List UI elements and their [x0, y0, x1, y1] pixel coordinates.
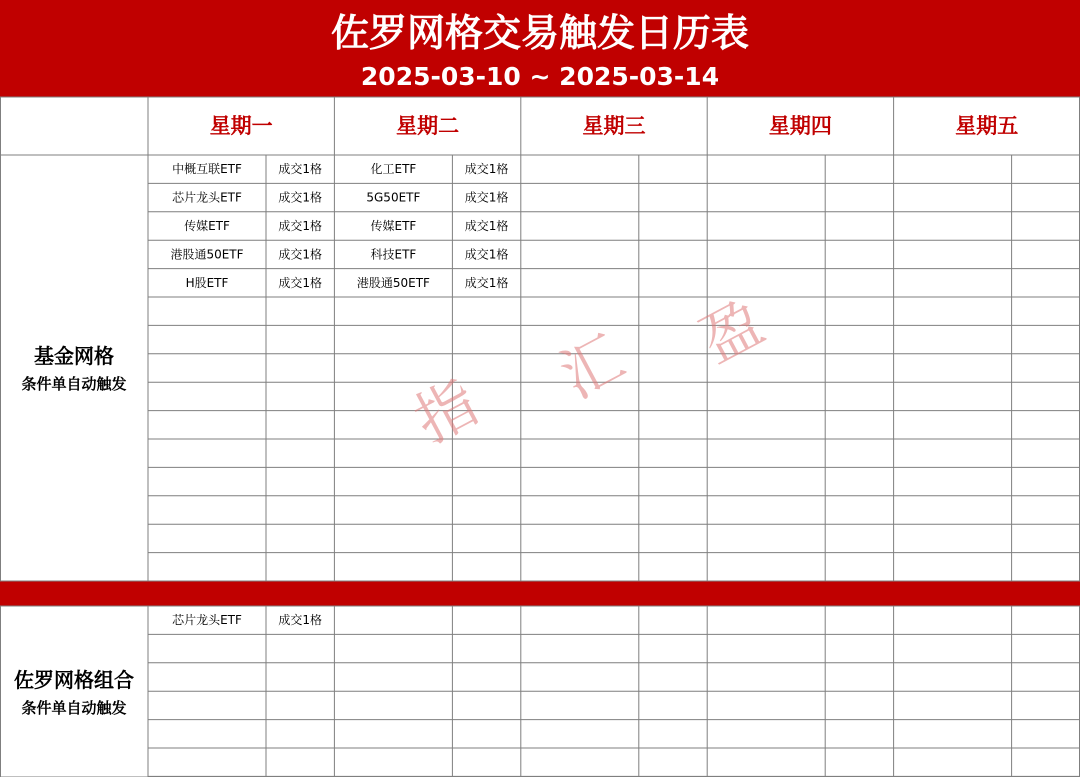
trade-action: 成交1格 [464, 162, 509, 177]
fund-name: 芯片龙头ETF [172, 613, 242, 628]
section-title: 基金网格 [34, 344, 114, 368]
trade-action: 成交1格 [464, 190, 509, 205]
fund-name: 科技ETF [370, 247, 417, 262]
fund-name: 5G50ETF [366, 190, 421, 205]
trade-action: 成交1格 [464, 275, 509, 290]
fund-name: 港股通50ETF [356, 275, 430, 290]
day-header: 星期五 [955, 114, 1019, 138]
trade-action: 成交1格 [278, 275, 323, 290]
watermark-char-1: 指 [403, 367, 490, 458]
watermark-char-3: 盈 [689, 287, 776, 378]
day-header: 星期一 [209, 114, 273, 138]
trade-action: 成交1格 [278, 162, 323, 177]
trade-action: 成交1格 [464, 247, 509, 262]
page-title: 佐罗网格交易触发日历表 [330, 11, 749, 55]
fund-name: 芯片龙头ETF [172, 190, 242, 205]
fund-name: 传媒ETF [370, 219, 417, 233]
fund-name: 化工ETF [370, 162, 417, 177]
fund-name: 传媒ETF [184, 219, 230, 233]
trade-action: 成交1格 [278, 613, 323, 628]
section-subtitle: 条件单自动触发 [21, 375, 127, 393]
watermark-char-2: 汇 [549, 322, 636, 413]
fund-name: 中概互联ETF [172, 162, 242, 177]
trade-action: 成交1格 [278, 190, 323, 205]
section-subtitle: 条件单自动触发 [21, 699, 127, 717]
day-header: 星期二 [396, 114, 460, 138]
trade-action: 成交1格 [278, 219, 323, 233]
section-separator [0, 581, 1080, 606]
trade-action: 成交1格 [278, 247, 323, 262]
day-header: 星期四 [768, 114, 832, 138]
fund-name: H股ETF [185, 275, 229, 290]
day-header: 星期三 [582, 114, 646, 138]
section-title: 佐罗网格组合 [14, 668, 134, 692]
trade-action: 成交1格 [464, 219, 509, 233]
date-range: 2025-03-10 ~ 2025-03-14 [360, 62, 720, 91]
fund-name: 港股通50ETF [170, 247, 244, 262]
